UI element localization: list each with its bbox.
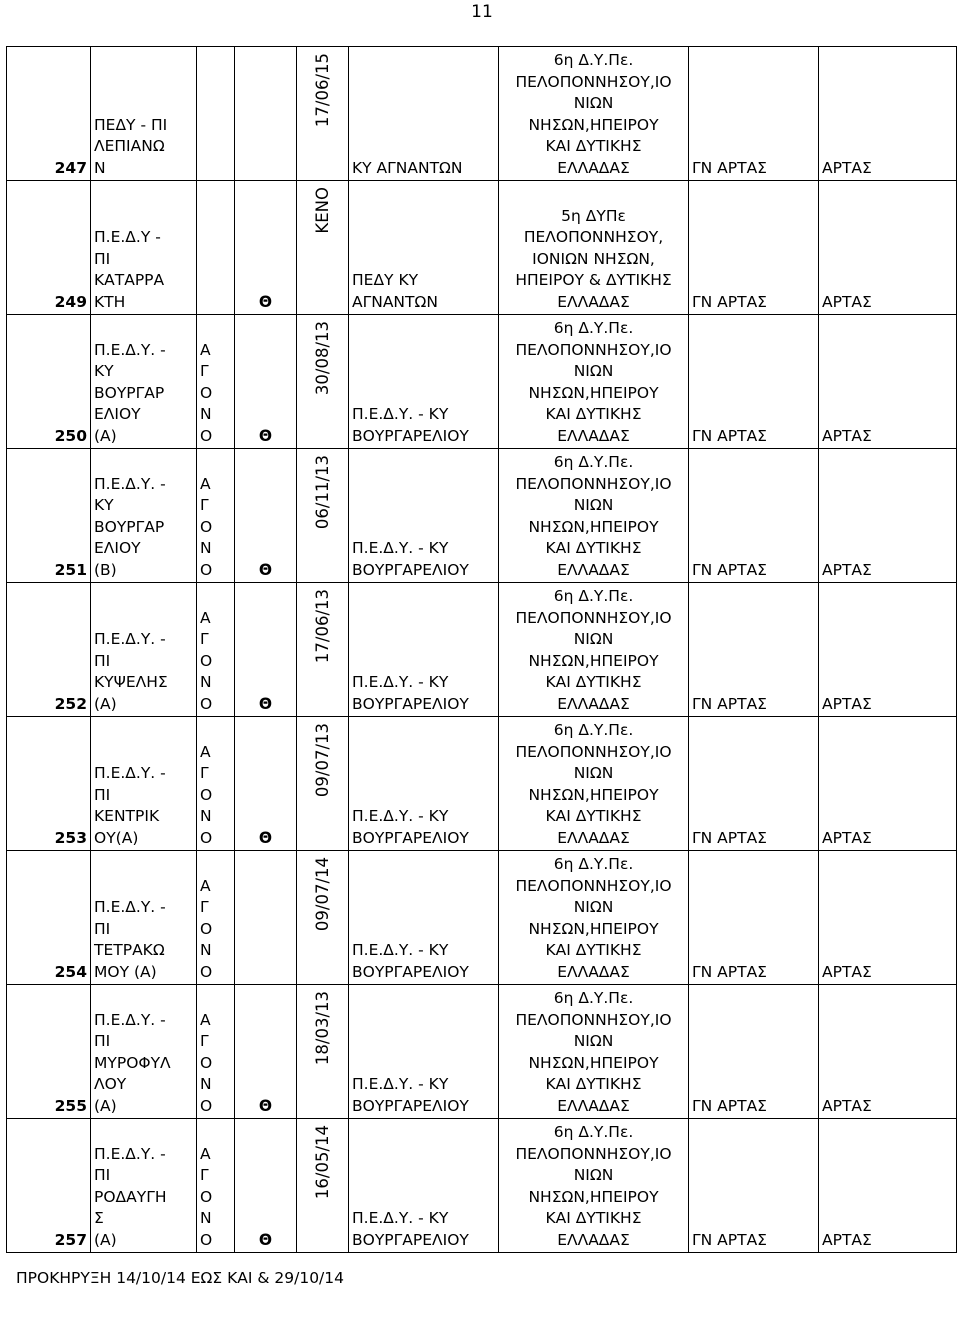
date-cell bbox=[297, 583, 349, 717]
prefecture-text: ΑΡΤΑΣ bbox=[822, 1230, 872, 1249]
record-id bbox=[7, 1119, 91, 1253]
date-text: 06/11/13 bbox=[312, 455, 332, 530]
school-type-letter: Α bbox=[200, 474, 211, 493]
school-name-line: ΚΤΗ bbox=[94, 292, 126, 311]
record-id bbox=[7, 315, 91, 449]
school-name-line: Π.Ε.Δ.Υ. - bbox=[94, 764, 166, 782]
school-type-letter: Ο bbox=[200, 694, 213, 713]
health-region-line: ΝΗΣΩΝ,ΗΠΕΙΡΟΥ bbox=[528, 651, 659, 670]
health-region bbox=[499, 1119, 689, 1253]
school-name-line: ΛΕΠΙΑΝΩ bbox=[94, 137, 165, 155]
table-row bbox=[7, 449, 957, 583]
school-name-line: ΠΙ bbox=[94, 1032, 111, 1050]
record-id-text: 251 bbox=[54, 560, 87, 579]
health-unit bbox=[349, 47, 499, 181]
health-unit bbox=[349, 583, 499, 717]
prefecture bbox=[819, 985, 957, 1119]
health-region-line: ΠΕΛΟΠΟΝΝΗΣΟΥ,ΙΟ bbox=[515, 474, 672, 493]
school-type-letter: Ο bbox=[200, 651, 213, 670]
health-region-line: ΝΙΩΝ bbox=[573, 630, 614, 648]
school-name-line: Π.Ε.Δ.Υ. - bbox=[94, 474, 166, 493]
school-name-line: (Α) bbox=[94, 694, 117, 713]
school-type-letter: Γ bbox=[200, 362, 209, 380]
record-id bbox=[7, 47, 91, 181]
school-name-line: ΠΙ bbox=[94, 651, 111, 670]
health-region bbox=[499, 181, 689, 315]
health-region-line: 6η Δ.Υ.Πε. bbox=[553, 453, 634, 471]
status-flag bbox=[235, 449, 297, 583]
hospital-text: ΓΝ ΑΡΤΑΣ bbox=[692, 560, 767, 579]
hospital bbox=[689, 449, 819, 583]
hospital-text: ΓΝ ΑΡΤΑΣ bbox=[692, 158, 767, 177]
school-type-letter: Ν bbox=[200, 1075, 212, 1093]
status-flag-text: Θ bbox=[258, 694, 273, 713]
hospital bbox=[689, 315, 819, 449]
hospital-text: ΓΝ ΑΡΤΑΣ bbox=[692, 694, 767, 713]
health-region-line: ΠΕΛΟΠΟΝΝΗΣΟΥ,ΙΟ bbox=[515, 876, 672, 895]
health-region-line: ΕΛΛΑΔΑΣ bbox=[557, 560, 630, 579]
date-text: 09/07/13 bbox=[312, 723, 332, 798]
school-type bbox=[197, 985, 235, 1119]
school-type bbox=[197, 583, 235, 717]
status-flag bbox=[235, 315, 297, 449]
prefecture bbox=[819, 1119, 957, 1253]
school-type-letter: Γ bbox=[200, 1166, 209, 1184]
date-cell bbox=[297, 717, 349, 851]
prefecture-text: ΑΡΤΑΣ bbox=[822, 828, 872, 847]
school-type-letter: Α bbox=[200, 340, 211, 359]
health-region-line: ΕΛΛΑΔΑΣ bbox=[557, 1096, 630, 1115]
record-id-text: 252 bbox=[54, 694, 87, 713]
health-region-line: ΝΙΩΝ bbox=[573, 94, 614, 112]
health-unit-line: Π.Ε.Δ.Υ. - ΚΥ bbox=[352, 941, 449, 959]
health-unit bbox=[349, 315, 499, 449]
prefecture bbox=[819, 315, 957, 449]
health-region-line: ΕΛΛΑΔΑΣ bbox=[557, 426, 630, 445]
health-region-line: 6η Δ.Υ.Πε. bbox=[553, 855, 634, 873]
prefecture-text: ΑΡΤΑΣ bbox=[822, 292, 872, 311]
hospital bbox=[689, 717, 819, 851]
hospital bbox=[689, 47, 819, 181]
date-text: 17/06/15 bbox=[312, 53, 332, 128]
school-name-line: Π.Ε.Δ.Υ. - bbox=[94, 630, 166, 648]
health-unit-line: ΒΟΥΡΓΑΡΕΛΙΟΥ bbox=[352, 694, 469, 713]
date-cell bbox=[297, 47, 349, 181]
school-name-line: ΠΙ bbox=[94, 1166, 111, 1184]
school-name bbox=[91, 583, 197, 717]
school-name-line: ΠΙ bbox=[94, 785, 111, 804]
record-id bbox=[7, 985, 91, 1119]
health-unit-line: ΒΟΥΡΓΑΡΕΛΙΟΥ bbox=[352, 1230, 469, 1249]
school-name-line: ΠΙ bbox=[94, 249, 111, 268]
prefecture bbox=[819, 851, 957, 985]
health-region-line: 5η ΔΥΠε bbox=[561, 206, 626, 225]
school-name-line: ΚΑΤΑΡΡΑ bbox=[94, 271, 165, 289]
hospital bbox=[689, 851, 819, 985]
school-name-line: ΕΛΙΟΥ bbox=[94, 539, 141, 557]
health-region-line: ΝΙΩΝ bbox=[573, 362, 614, 380]
health-region-line: ΚΑΙ ΔΥΤΙΚΗΣ bbox=[545, 673, 642, 691]
health-region-line: ΠΕΛΟΠΟΝΝΗΣΟΥ,ΙΟ bbox=[515, 72, 672, 91]
health-unit-line: ΑΓΝΑΝΤΩΝ bbox=[352, 292, 438, 311]
health-region-line: ΝΙΩΝ bbox=[573, 1166, 614, 1184]
school-name bbox=[91, 47, 197, 181]
table-row bbox=[7, 1119, 957, 1253]
school-name-line: (Α) bbox=[94, 1230, 117, 1249]
health-region-line: ΝΙΩΝ bbox=[573, 496, 614, 514]
health-region-line: ΠΕΛΟΠΟΝΝΗΣΟΥ,ΙΟ bbox=[515, 608, 672, 627]
prefecture-text: ΑΡΤΑΣ bbox=[822, 158, 872, 177]
school-type-letter: Ο bbox=[200, 560, 213, 579]
school-name-line: Π.Ε.Δ.Υ. - bbox=[94, 1010, 166, 1029]
health-region-line: ΗΠΕΙΡΟΥ & ΔΥΤΙΚΗΣ bbox=[515, 271, 672, 289]
health-region-line: ΝΗΣΩΝ,ΗΠΕΙΡΟΥ bbox=[528, 919, 659, 938]
school-type-letter: Ν bbox=[200, 539, 212, 557]
school-name bbox=[91, 315, 197, 449]
school-type-letter: Ο bbox=[200, 919, 213, 938]
school-name-line: ΠΕΔΥ - ΠΙ bbox=[94, 115, 168, 134]
school-name-line: Σ bbox=[94, 1209, 104, 1227]
health-region-line: ΠΕΛΟΠΟΝΝΗΣΟΥ,ΙΟ bbox=[515, 1144, 672, 1163]
health-region-line: ΕΛΛΑΔΑΣ bbox=[557, 1230, 630, 1249]
hospital-text: ΓΝ ΑΡΤΑΣ bbox=[692, 962, 767, 981]
health-unit-line: ΚΥ ΑΓΝΑΝΤΩΝ bbox=[352, 158, 463, 177]
hospital bbox=[689, 583, 819, 717]
health-unit bbox=[349, 181, 499, 315]
health-region bbox=[499, 315, 689, 449]
school-type-letter: Ο bbox=[200, 1053, 213, 1072]
status-flag-text: Θ bbox=[258, 1096, 273, 1115]
prefecture bbox=[819, 717, 957, 851]
health-region-line: 6η Δ.Υ.Πε. bbox=[553, 587, 634, 605]
record-id-text: 254 bbox=[54, 962, 87, 981]
health-region-line: ΕΛΛΑΔΑΣ bbox=[557, 292, 630, 311]
school-type-letter: Α bbox=[200, 742, 211, 761]
school-type bbox=[197, 717, 235, 851]
health-unit bbox=[349, 985, 499, 1119]
date-text: 17/06/13 bbox=[312, 589, 332, 664]
record-id bbox=[7, 583, 91, 717]
health-unit-line: ΒΟΥΡΓΑΡΕΛΙΟΥ bbox=[352, 828, 469, 847]
status-flag bbox=[235, 583, 297, 717]
school-type-letter: Ν bbox=[200, 405, 212, 423]
hospital bbox=[689, 985, 819, 1119]
date-text: 16/05/14 bbox=[312, 1125, 332, 1200]
school-name-line: ΟΥ(Α) bbox=[94, 828, 139, 847]
health-region bbox=[499, 851, 689, 985]
health-region-line: ΚΑΙ ΔΥΤΙΚΗΣ bbox=[545, 539, 642, 557]
health-region bbox=[499, 583, 689, 717]
school-type bbox=[197, 47, 235, 181]
health-region-line: ΝΙΩΝ bbox=[573, 898, 614, 916]
date-cell bbox=[297, 449, 349, 583]
school-type-letter: Ο bbox=[200, 785, 213, 804]
health-region-line: ΕΛΛΑΔΑΣ bbox=[557, 828, 630, 847]
status-flag bbox=[235, 1119, 297, 1253]
school-type-letter: Ο bbox=[200, 383, 213, 402]
health-region-line: ΝΗΣΩΝ,ΗΠΕΙΡΟΥ bbox=[528, 115, 659, 134]
hospital bbox=[689, 1119, 819, 1253]
health-region-line: ΠΕΛΟΠΟΝΝΗΣΟΥ,ΙΟ bbox=[515, 1010, 672, 1029]
school-name-line: ΒΟΥΡΓΑΡ bbox=[94, 383, 165, 402]
school-name bbox=[91, 181, 197, 315]
hospital bbox=[689, 181, 819, 315]
school-type-letter: Ο bbox=[200, 1096, 213, 1115]
status-flag bbox=[235, 985, 297, 1119]
record-id bbox=[7, 181, 91, 315]
school-name bbox=[91, 449, 197, 583]
health-region-line: ΚΑΙ ΔΥΤΙΚΗΣ bbox=[545, 137, 642, 155]
status-flag bbox=[235, 851, 297, 985]
table-row bbox=[7, 851, 957, 985]
status-flag-text: Θ bbox=[258, 560, 273, 579]
school-type-letter: Ο bbox=[200, 962, 213, 981]
school-type-letter: Γ bbox=[200, 496, 209, 514]
school-type-letter: Ο bbox=[200, 517, 213, 536]
school-type-letter: Ο bbox=[200, 828, 213, 847]
health-region-line: ΕΛΛΑΔΑΣ bbox=[557, 158, 630, 177]
health-region-line: ΚΑΙ ΔΥΤΙΚΗΣ bbox=[545, 941, 642, 959]
school-type bbox=[197, 449, 235, 583]
records-body bbox=[7, 47, 957, 1253]
health-region-line: ΝΗΣΩΝ,ΗΠΕΙΡΟΥ bbox=[528, 785, 659, 804]
school-type bbox=[197, 851, 235, 985]
health-unit-line: ΒΟΥΡΓΑΡΕΛΙΟΥ bbox=[352, 560, 469, 579]
school-name bbox=[91, 717, 197, 851]
status-flag bbox=[235, 47, 297, 181]
school-type-letter: Α bbox=[200, 608, 211, 627]
school-name-line: ΜΟΥ (Α) bbox=[94, 962, 157, 981]
health-region bbox=[499, 449, 689, 583]
health-region-line: ΝΗΣΩΝ,ΗΠΕΙΡΟΥ bbox=[528, 1053, 659, 1072]
health-unit-line: Π.Ε.Δ.Υ. - ΚΥ bbox=[352, 807, 449, 825]
status-flag-text: Θ bbox=[258, 426, 273, 445]
prefecture bbox=[819, 47, 957, 181]
school-name-line: Π.Ε.Δ.Υ. - bbox=[94, 1144, 166, 1163]
date-text: 18/03/13 bbox=[312, 991, 332, 1066]
school-type-letter: Α bbox=[200, 876, 211, 895]
hospital-text: ΓΝ ΑΡΤΑΣ bbox=[692, 292, 767, 311]
school-name bbox=[91, 985, 197, 1119]
prefecture-text: ΑΡΤΑΣ bbox=[822, 1096, 872, 1115]
school-name-line: ΛΟΥ bbox=[94, 1075, 127, 1093]
date-cell bbox=[297, 181, 349, 315]
health-unit bbox=[349, 449, 499, 583]
health-unit-line: ΠΕΔΥ ΚΥ bbox=[352, 271, 419, 289]
health-unit-line: ΒΟΥΡΓΑΡΕΛΙΟΥ bbox=[352, 426, 469, 445]
health-region-line: ΚΑΙ ΔΥΤΙΚΗΣ bbox=[545, 1075, 642, 1093]
health-region-line: ΕΛΛΑΔΑΣ bbox=[557, 962, 630, 981]
school-type-letter: Ο bbox=[200, 1230, 213, 1249]
status-flag-text: Θ bbox=[258, 292, 273, 311]
health-unit bbox=[349, 717, 499, 851]
school-type-letter: Γ bbox=[200, 1032, 209, 1050]
school-name-line: Π.Ε.Δ.Υ - bbox=[94, 228, 161, 246]
hospital-text: ΓΝ ΑΡΤΑΣ bbox=[692, 828, 767, 847]
status-flag-text: Θ bbox=[258, 1230, 273, 1249]
school-name-line: ΚΥΨΕΛΗΣ bbox=[94, 673, 168, 691]
record-id-text: 250 bbox=[54, 426, 87, 445]
school-name-line: ΕΛΙΟΥ bbox=[94, 405, 141, 423]
health-region-line: ΙΟΝΙΩΝ ΝΗΣΩΝ, bbox=[532, 249, 655, 268]
prefecture-text: ΑΡΤΑΣ bbox=[822, 962, 872, 981]
date-cell bbox=[297, 1119, 349, 1253]
health-unit-line: Π.Ε.Δ.Υ. - ΚΥ bbox=[352, 539, 449, 557]
health-unit-line: Π.Ε.Δ.Υ. - ΚΥ bbox=[352, 405, 449, 423]
school-name-line: ΤΕΤΡΑΚΩ bbox=[94, 941, 165, 959]
school-type bbox=[197, 181, 235, 315]
hospital-text: ΓΝ ΑΡΤΑΣ bbox=[692, 1096, 767, 1115]
health-region-line: ΠΕΛΟΠΟΝΝΗΣΟΥ, bbox=[523, 228, 664, 246]
school-type-letter: Γ bbox=[200, 630, 209, 648]
record-id bbox=[7, 851, 91, 985]
health-region-line: ΚΑΙ ΔΥΤΙΚΗΣ bbox=[545, 405, 642, 423]
health-unit bbox=[349, 851, 499, 985]
school-type-letter: Α bbox=[200, 1010, 211, 1029]
hospital-text: ΓΝ ΑΡΤΑΣ bbox=[692, 426, 767, 445]
record-id-text: 249 bbox=[54, 292, 87, 311]
health-region-line: 6η Δ.Υ.Πε. bbox=[553, 51, 634, 69]
health-region bbox=[499, 985, 689, 1119]
school-type-letter: Ο bbox=[200, 1187, 213, 1206]
health-region-line: ΝΙΩΝ bbox=[573, 1032, 614, 1050]
table-row bbox=[7, 717, 957, 851]
table-row bbox=[7, 583, 957, 717]
health-region-line: ΝΙΩΝ bbox=[573, 764, 614, 782]
school-name bbox=[91, 1119, 197, 1253]
school-name-line: Π.Ε.Δ.Υ. - bbox=[94, 340, 166, 359]
health-region-line: 6η Δ.Υ.Πε. bbox=[553, 319, 634, 337]
school-name-line: (Β) bbox=[94, 560, 117, 579]
health-unit-line: Π.Ε.Δ.Υ. - ΚΥ bbox=[352, 673, 449, 691]
prefecture-text: ΑΡΤΑΣ bbox=[822, 694, 872, 713]
prefecture-text: ΑΡΤΑΣ bbox=[822, 560, 872, 579]
table-row bbox=[7, 47, 957, 181]
school-type-letter: Ν bbox=[200, 1209, 212, 1227]
school-type-letter: Α bbox=[200, 1144, 211, 1163]
hospital-text: ΓΝ ΑΡΤΑΣ bbox=[692, 1230, 767, 1249]
school-name-line: ΡΟΔΑΥΓΗ bbox=[94, 1187, 167, 1206]
health-unit-line: Π.Ε.Δ.Υ. - ΚΥ bbox=[352, 1209, 449, 1227]
health-unit-line: ΒΟΥΡΓΑΡΕΛΙΟΥ bbox=[352, 1096, 469, 1115]
health-region-line: ΕΛΛΑΔΑΣ bbox=[557, 694, 630, 713]
date-cell bbox=[297, 851, 349, 985]
prefecture bbox=[819, 583, 957, 717]
health-unit bbox=[349, 1119, 499, 1253]
school-name-line: ΚΕΝΤΡΙΚ bbox=[94, 807, 160, 825]
date-cell bbox=[297, 985, 349, 1119]
health-region-line: ΠΕΛΟΠΟΝΝΗΣΟΥ,ΙΟ bbox=[515, 742, 672, 761]
school-type bbox=[197, 1119, 235, 1253]
school-name-line: Π.Ε.Δ.Υ. - bbox=[94, 898, 166, 916]
health-region-line: 6η Δ.Υ.Πε. bbox=[553, 721, 634, 739]
page-number: 11 bbox=[471, 2, 493, 22]
date-text: 30/08/13 bbox=[312, 321, 332, 396]
school-name-line: ΚΥ bbox=[94, 496, 114, 514]
health-region-line: ΝΗΣΩΝ,ΗΠΕΙΡΟΥ bbox=[528, 383, 659, 402]
school-type-letter: Ν bbox=[200, 941, 212, 959]
record-id-text: 257 bbox=[54, 1230, 87, 1249]
health-region bbox=[499, 717, 689, 851]
health-unit-line: ΒΟΥΡΓΑΡΕΛΙΟΥ bbox=[352, 962, 469, 981]
school-type-letter: Ν bbox=[200, 807, 212, 825]
school-name-line: ΒΟΥΡΓΑΡ bbox=[94, 517, 165, 536]
school-name-line: (Α) bbox=[94, 426, 117, 445]
school-name-line: (Α) bbox=[94, 1096, 117, 1115]
records-table bbox=[6, 46, 957, 1253]
school-name bbox=[91, 851, 197, 985]
health-region-line: ΝΗΣΩΝ,ΗΠΕΙΡΟΥ bbox=[528, 1187, 659, 1206]
school-type bbox=[197, 315, 235, 449]
date-cell bbox=[297, 315, 349, 449]
table-row bbox=[7, 985, 957, 1119]
table-row bbox=[7, 315, 957, 449]
school-type-letter: Γ bbox=[200, 898, 209, 916]
prefecture-text: ΑΡΤΑΣ bbox=[822, 426, 872, 445]
school-name-line: ΠΙ bbox=[94, 919, 111, 938]
record-id-text: 255 bbox=[54, 1096, 87, 1115]
health-region bbox=[499, 47, 689, 181]
school-name-line: ΚΥ bbox=[94, 362, 114, 380]
school-name-line: Ν bbox=[94, 158, 106, 177]
health-region-line: 6η Δ.Υ.Πε. bbox=[553, 989, 634, 1007]
status-flag-text: Θ bbox=[258, 828, 273, 847]
health-unit-line: Π.Ε.Δ.Υ. - ΚΥ bbox=[352, 1075, 449, 1093]
health-region-line: ΝΗΣΩΝ,ΗΠΕΙΡΟΥ bbox=[528, 517, 659, 536]
status-flag bbox=[235, 181, 297, 315]
table-row bbox=[7, 181, 957, 315]
school-type-letter: Ο bbox=[200, 426, 213, 445]
health-region-line: ΚΑΙ ΔΥΤΙΚΗΣ bbox=[545, 1209, 642, 1227]
prefecture bbox=[819, 449, 957, 583]
record-id-text: 253 bbox=[54, 828, 87, 847]
prefecture bbox=[819, 181, 957, 315]
record-id-text: 247 bbox=[54, 158, 87, 177]
health-region-line: 6η Δ.Υ.Πε. bbox=[553, 1123, 634, 1141]
school-type-letter: Γ bbox=[200, 764, 209, 782]
date-text: 09/07/14 bbox=[312, 857, 332, 932]
record-id bbox=[7, 449, 91, 583]
status-flag bbox=[235, 717, 297, 851]
health-region-line: ΠΕΛΟΠΟΝΝΗΣΟΥ,ΙΟ bbox=[515, 340, 672, 359]
record-id bbox=[7, 717, 91, 851]
health-region-line: ΚΑΙ ΔΥΤΙΚΗΣ bbox=[545, 807, 642, 825]
school-type-letter: Ν bbox=[200, 673, 212, 691]
school-name-line: ΜΥΡΟΦΥΛ bbox=[94, 1053, 171, 1072]
date-text: ΚΕΝΟ bbox=[312, 187, 332, 234]
announcement-footer: ΠΡΟΚΗΡΥΞΗ 14/10/14 ΕΩΣ ΚΑΙ & 29/10/14 bbox=[16, 1269, 345, 1287]
